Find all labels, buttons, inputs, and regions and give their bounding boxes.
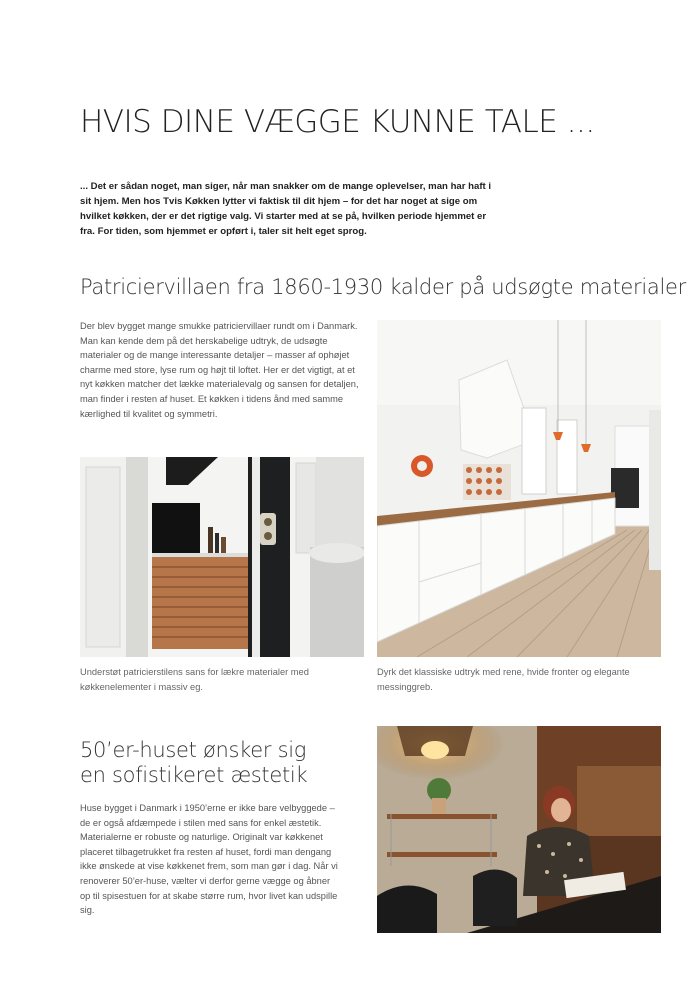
- section2-body: Huse bygget i Danmark i 1950’erne er ikke bare velbyggede – de er også afdæmpede i stilen med sans for enkel æstetik. Materialerne er robuste og naturlige. Originalt var køkkenet placeret tilbagetrukket fra resten af huset, fordi man dengang ikke ønskede at vise køkkenet frem, som man gør i dag. Når vi renoverer 50’er-huse, vælter vi derfor gerne vægge og åbner op til spisestuen for at skabe større rum, hvor livet kan udspille sig.: [80, 803, 338, 916]
- caption-white-kitchen: Dyrk det klassiske udtryk med rene, hvide fronter og elegante messinggreb.: [377, 667, 630, 692]
- oak-kitchen-photo: [80, 457, 364, 657]
- dining-kitchen-photo: [377, 726, 661, 933]
- white-kitchen-photo: [377, 320, 661, 657]
- section1-heading: Patriciervillaen fra 1860-1930 kalder på udsøgte materialer: [80, 275, 686, 299]
- intro-paragraph: ... Det er sådan noget, man siger, når man snakker om de mange oplevelser, man har haft i sit hjem. Men hos Tvis Køkken lytter vi faktisk til dit hjem – for det har noget at sige om hvilket køkken, der er det rigtige valg. Vi starter med at se på, hvilken periode hjemmet er fra. For tiden, som hjemmet er opført i, taler sit helt eget sprog.: [80, 181, 492, 237]
- section2-heading-line1: 50’er-huset ønsker sig: [80, 738, 307, 762]
- section1-body: Der blev bygget mange smukke patriciervillaer rundt om i Danmark. Man kan kende dem på det herskabelige udtryk, de udsøgte materialer og de mange interessante detaljer – masser af ophøjet charme med store, lyse rum og højt til loftet. Her er det vigtigt, at et nyt køkken matcher det lække materialevalg og sansen for detaljen, man finder i resten af huset. Et køkken i tidens ånd med samme kærlighed til kvalitet og symmetri.: [80, 321, 359, 419]
- page-title: HVIS DINE VÆGGE KUNNE TALE ...: [80, 104, 595, 140]
- white-kitchen-illustration: [377, 320, 661, 657]
- oak-kitchen-illustration: [80, 457, 364, 657]
- caption-oak-kitchen: Understøt patricierstilens sans for lækre materialer med køkkenelementer i massiv eg.: [80, 667, 309, 692]
- dining-kitchen-illustration: [377, 726, 661, 933]
- section2-heading-line2: en sofistikeret æstetik: [80, 763, 308, 787]
- section2-heading: [80, 738, 307, 788]
